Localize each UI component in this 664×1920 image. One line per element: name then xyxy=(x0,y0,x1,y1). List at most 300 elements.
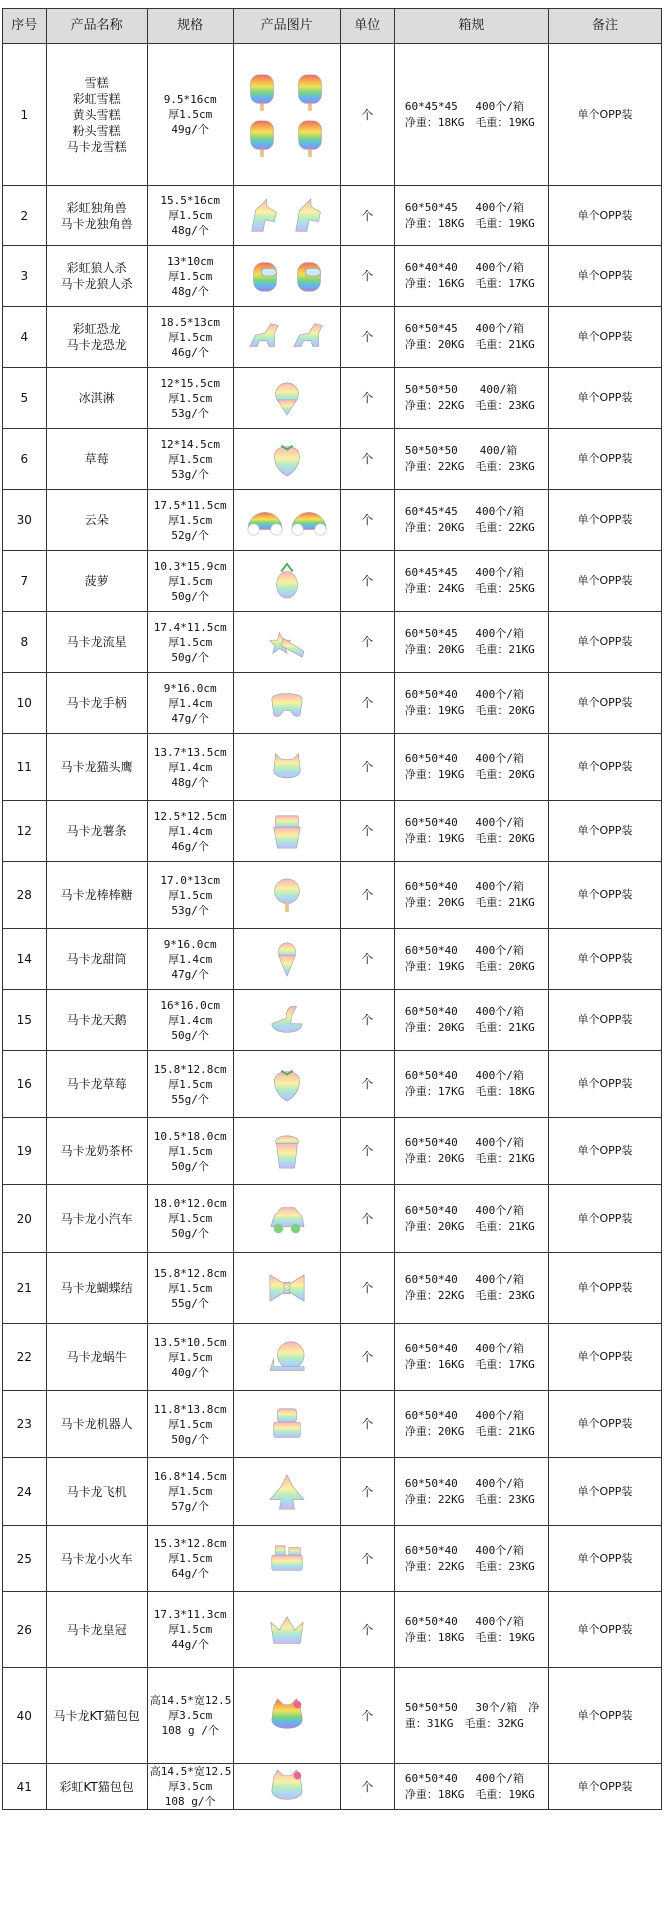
spec-line: 12*14.5cm xyxy=(160,437,220,451)
strawberry-icon xyxy=(268,1065,306,1103)
cell-unit xyxy=(340,1253,394,1324)
row-number: 26 xyxy=(16,1622,32,1637)
note-text: 单个OPP装 xyxy=(577,696,633,709)
spec-line: 高14.5*宽12.5 xyxy=(149,1765,232,1778)
box-spec-line: 60*50*40 400个/箱 xyxy=(404,1614,524,1628)
note-text: 单个OPP装 xyxy=(577,1211,633,1225)
unit-text: 个 xyxy=(361,269,374,283)
box-spec-line: 60*50*45 400个/箱 xyxy=(404,322,524,335)
product-image xyxy=(236,623,338,661)
unicorn-icon xyxy=(246,197,284,235)
product-image xyxy=(236,1611,338,1649)
cell-no xyxy=(3,551,47,612)
popsicle-icon xyxy=(291,73,329,111)
box-spec-line: 60*50*40 400个/箱 xyxy=(404,1342,524,1355)
strawberry-icon xyxy=(268,440,306,478)
spec-line: 108 g/个 xyxy=(164,1795,216,1808)
robot-icon xyxy=(268,1405,306,1443)
product-image xyxy=(236,73,338,157)
rainbow-cloud-icon xyxy=(290,501,328,539)
pineapple-icon xyxy=(268,562,306,600)
product-image xyxy=(236,1132,338,1170)
cell-no xyxy=(3,612,47,673)
cell-box xyxy=(394,1592,548,1668)
table-row xyxy=(3,368,662,429)
product-name: 黄头雪糕 xyxy=(72,107,121,122)
cell-no xyxy=(3,1253,47,1324)
spec-line: 64g/个 xyxy=(171,1567,209,1580)
cell-box xyxy=(394,368,548,429)
cell-image xyxy=(233,368,340,429)
unit-text: 个 xyxy=(361,574,374,588)
table-row xyxy=(3,1185,662,1253)
box-spec-line: 60*50*40 400个/箱 xyxy=(404,816,524,829)
box-spec-line: 净重：17KG 毛重：18KG xyxy=(404,1085,535,1098)
product-name: 彩虹恐龙 xyxy=(72,322,121,336)
cell-note xyxy=(548,1458,661,1526)
cell-unit xyxy=(340,368,394,429)
cell-box xyxy=(394,612,548,673)
unit-text: 个 xyxy=(361,1551,374,1566)
spec-line: 50g/个 xyxy=(171,1227,209,1240)
cell-image xyxy=(233,1526,340,1592)
cell-box xyxy=(394,1253,548,1324)
unicorn-icon xyxy=(290,197,328,235)
cell-box xyxy=(394,801,548,862)
spec-line: 12.5*12.5cm xyxy=(153,809,227,823)
cell-box xyxy=(394,1668,548,1764)
box-spec-line: 60*50*40 400个/箱 xyxy=(404,1409,524,1422)
rainbow-cloud-icon xyxy=(246,501,284,539)
note-text: 单个OPP装 xyxy=(577,330,633,343)
airplane-icon xyxy=(268,1473,306,1511)
train-icon xyxy=(268,1540,306,1578)
table-row xyxy=(3,929,662,990)
cell-note xyxy=(548,551,661,612)
table-row xyxy=(3,1253,662,1324)
note-text: 单个OPP装 xyxy=(577,574,633,587)
product-name: 马卡龙KT猫包包 xyxy=(53,1708,140,1723)
spec-line: 47g/个 xyxy=(171,967,209,981)
box-spec-line: 净重：22KG 毛重：23KG xyxy=(404,1492,535,1506)
table-row xyxy=(3,1526,662,1592)
table-row xyxy=(3,801,662,862)
cell-image xyxy=(233,990,340,1051)
note-text: 单个OPP装 xyxy=(577,208,633,222)
box-spec-line: 净重：22KG 毛重：23KG xyxy=(404,460,535,473)
cell-no xyxy=(3,1324,47,1391)
cell-name xyxy=(46,1526,147,1592)
note-text: 单个OPP装 xyxy=(577,952,633,965)
cell-note xyxy=(548,307,661,368)
product-name: 彩虹KT猫包包 xyxy=(59,1779,134,1794)
product-image xyxy=(236,1001,338,1039)
note-text: 单个OPP装 xyxy=(577,1417,633,1430)
spec-line: 13.7*13.5cm xyxy=(153,745,227,759)
bow-icon xyxy=(268,1269,306,1307)
box-spec-line: 净重：20KG 毛重：21KG xyxy=(404,1021,535,1034)
cell-no xyxy=(3,673,47,734)
cell-name xyxy=(46,929,147,990)
product-name: 草莓 xyxy=(84,452,109,466)
product-name: 马卡龙流星 xyxy=(66,635,127,649)
cell-name xyxy=(46,612,147,673)
cell-unit xyxy=(340,246,394,307)
box-spec-line: 60*50*40 400个/箱 xyxy=(404,688,524,701)
product-image xyxy=(236,1768,338,1806)
spec-line: 厚1.4cm xyxy=(168,824,213,838)
note-text: 单个OPP装 xyxy=(577,824,633,837)
table-header xyxy=(3,9,662,44)
spec-line: 57g/个 xyxy=(171,1500,209,1513)
spec-line: 50g/个 xyxy=(171,589,209,603)
product-image xyxy=(236,1338,338,1376)
spec-line: 108 g /个 xyxy=(161,1724,219,1737)
product-image xyxy=(236,1200,338,1238)
product-image xyxy=(236,876,338,914)
table-row xyxy=(3,490,662,551)
spec-line: 厚1.5cm xyxy=(168,1485,213,1498)
box-spec-line: 重：31KG 毛重：32KG xyxy=(404,1716,524,1730)
row-number: 5 xyxy=(20,391,29,405)
cell-note xyxy=(548,1526,661,1592)
spec-line: 40g/个 xyxy=(171,1365,209,1379)
spec-line: 高14.5*宽12.5 xyxy=(149,1694,232,1707)
unit-text: 个 xyxy=(361,696,374,710)
product-name: 马卡龙恐龙 xyxy=(66,338,127,352)
cell-no xyxy=(3,990,47,1051)
spec-line: 17.0*13cm xyxy=(160,873,220,887)
cell-unit xyxy=(340,1764,394,1810)
cell-image xyxy=(233,551,340,612)
swan-icon xyxy=(268,1001,306,1039)
cell-spec xyxy=(147,1253,233,1324)
cell-spec xyxy=(147,1458,233,1526)
lollipop-icon xyxy=(268,876,306,914)
cell-note xyxy=(548,1592,661,1668)
box-spec-line: 净重：20KG 毛重：21KG xyxy=(404,643,535,656)
cell-no xyxy=(3,734,47,801)
cell-spec xyxy=(147,1592,233,1668)
cell-image xyxy=(233,186,340,246)
cell-box xyxy=(394,186,548,246)
spec-line: 厚1.5cm xyxy=(168,269,213,283)
cell-name xyxy=(46,44,147,186)
unit-text: 个 xyxy=(361,1417,374,1431)
cell-unit xyxy=(340,1526,394,1592)
cell-unit xyxy=(340,801,394,862)
spec-line: 13*10cm xyxy=(167,254,214,268)
cell-unit xyxy=(340,1458,394,1526)
unit-text: 个 xyxy=(361,208,374,223)
cell-note xyxy=(548,929,661,990)
row-number: 21 xyxy=(16,1281,32,1295)
cell-box xyxy=(394,551,548,612)
product-image xyxy=(236,684,338,722)
cell-name xyxy=(46,429,147,490)
cell-name xyxy=(46,368,147,429)
product-image xyxy=(236,1269,338,1307)
unit-text: 个 xyxy=(361,1622,374,1637)
spec-line: 厚1.4cm xyxy=(168,952,213,966)
cell-spec xyxy=(147,1391,233,1458)
row-number: 2 xyxy=(20,208,29,223)
popsicle-icon xyxy=(291,119,329,157)
box-spec-line: 60*50*40 400个/箱 xyxy=(404,1005,524,1018)
cell-box xyxy=(394,429,548,490)
note-text: 单个OPP装 xyxy=(577,107,633,121)
cell-image xyxy=(233,1764,340,1810)
box-spec-line: 60*40*40 400个/箱 xyxy=(404,261,524,274)
popsicle-icon xyxy=(243,119,281,157)
table-row xyxy=(3,1051,662,1118)
cell-name xyxy=(46,673,147,734)
row-number: 12 xyxy=(16,824,32,838)
unit-text: 个 xyxy=(361,1350,374,1364)
row-number: 25 xyxy=(16,1551,32,1566)
box-spec-line: 净重：20KG 毛重：21KG xyxy=(404,1425,535,1438)
crewmate-icon xyxy=(290,257,328,295)
cell-note xyxy=(548,1185,661,1253)
cell-no xyxy=(3,44,47,186)
cell-no xyxy=(3,368,47,429)
row-number: 15 xyxy=(16,1013,32,1027)
note-text: 单个OPP装 xyxy=(577,1484,633,1498)
cell-name xyxy=(46,801,147,862)
spec-line: 厚3.5cm xyxy=(168,1780,213,1793)
cell-spec xyxy=(147,368,233,429)
spec-line: 厚1.5cm xyxy=(168,209,213,222)
note-text: 单个OPP装 xyxy=(577,513,633,526)
cell-box xyxy=(394,1526,548,1592)
spec-line: 53g/个 xyxy=(171,467,209,481)
spec-line: 厚1.4cm xyxy=(168,696,213,710)
cell-name xyxy=(46,862,147,929)
unit-text: 个 xyxy=(361,107,374,122)
product-image xyxy=(236,318,338,356)
table-row xyxy=(3,862,662,929)
table-row xyxy=(3,1592,662,1668)
note-text: 单个OPP装 xyxy=(577,1013,633,1026)
product-name: 马卡龙机器人 xyxy=(60,1417,133,1431)
cell-unit xyxy=(340,1324,394,1391)
spec-line: 厚1.5cm xyxy=(168,888,213,902)
table-row xyxy=(3,673,662,734)
cell-spec xyxy=(147,734,233,801)
cell-note xyxy=(548,429,661,490)
cell-name xyxy=(46,186,147,246)
box-spec-line: 净重：22KG 毛重：23KG xyxy=(404,1289,535,1302)
product-image xyxy=(236,940,338,978)
ice-cream-icon xyxy=(268,379,306,417)
cell-name xyxy=(46,1118,147,1185)
spec-line: 18.0*12.0cm xyxy=(153,1197,227,1210)
cell-image xyxy=(233,246,340,307)
spec-line: 9*16.0cm xyxy=(163,681,217,695)
cell-image xyxy=(233,1458,340,1526)
cell-box xyxy=(394,734,548,801)
cell-no xyxy=(3,186,47,246)
product-name: 雪糕 xyxy=(84,75,109,90)
spec-line: 厚1.5cm xyxy=(168,1350,213,1364)
cell-box xyxy=(394,1051,548,1118)
cell-image xyxy=(233,673,340,734)
cell-spec xyxy=(147,1051,233,1118)
product-image xyxy=(236,501,338,539)
box-spec-line: 60*50*45 400个/箱 xyxy=(404,200,524,214)
car-icon xyxy=(268,1200,306,1238)
header-unit: 单位 xyxy=(340,9,394,44)
box-spec-line: 60*50*40 400个/箱 xyxy=(404,1543,524,1557)
row-number: 41 xyxy=(16,1779,32,1794)
product-image xyxy=(236,440,338,478)
kitty-bag-icon xyxy=(268,1697,306,1735)
header-name: 产品名称 xyxy=(46,9,147,44)
cell-note xyxy=(548,734,661,801)
spec-line: 48g/个 xyxy=(171,775,209,789)
cell-unit xyxy=(340,734,394,801)
spec-line: 17.5*11.5cm xyxy=(153,498,227,512)
cell-unit xyxy=(340,44,394,186)
cell-no xyxy=(3,1458,47,1526)
cell-spec xyxy=(147,44,233,186)
cell-box xyxy=(394,246,548,307)
cell-image xyxy=(233,490,340,551)
cell-box xyxy=(394,1764,548,1810)
box-spec-line: 净重：19KG 毛重：20KG xyxy=(404,768,535,781)
cell-note xyxy=(548,246,661,307)
cell-spec xyxy=(147,1324,233,1391)
shooting-star-icon xyxy=(268,623,306,661)
cell-no xyxy=(3,1668,47,1764)
table-row xyxy=(3,990,662,1051)
row-number: 22 xyxy=(16,1350,32,1364)
row-number: 8 xyxy=(20,635,29,649)
table-row xyxy=(3,734,662,801)
row-number: 28 xyxy=(16,888,32,902)
unit-text: 个 xyxy=(361,760,374,774)
product-name: 菠萝 xyxy=(84,574,109,588)
cell-box xyxy=(394,862,548,929)
cell-unit xyxy=(340,1051,394,1118)
cell-box xyxy=(394,1185,548,1253)
box-spec-line: 净重：18KG 毛重：19KG xyxy=(404,1630,535,1644)
cell-name xyxy=(46,1051,147,1118)
cell-image xyxy=(233,612,340,673)
product-image xyxy=(236,1697,338,1735)
cell-no xyxy=(3,1118,47,1185)
spec-line: 44g/个 xyxy=(171,1638,209,1651)
cell-unit xyxy=(340,1185,394,1253)
cell-spec xyxy=(147,1185,233,1253)
box-spec-line: 净重：22KG 毛重：23KG xyxy=(404,399,535,412)
cell-note xyxy=(548,612,661,673)
french-fries-icon xyxy=(268,812,306,850)
cell-name xyxy=(46,990,147,1051)
unit-text: 个 xyxy=(361,1779,374,1794)
cell-spec xyxy=(147,990,233,1051)
spec-line: 10.5*18.0cm xyxy=(153,1129,227,1143)
cell-unit xyxy=(340,612,394,673)
spec-line: 48g/个 xyxy=(171,284,209,298)
cell-box xyxy=(394,1118,548,1185)
cell-unit xyxy=(340,1118,394,1185)
cell-image xyxy=(233,44,340,186)
product-image xyxy=(236,1473,338,1511)
cell-no xyxy=(3,1592,47,1668)
row-number: 40 xyxy=(16,1708,32,1723)
cell-image xyxy=(233,801,340,862)
box-spec-line: 净重：24KG 毛重：25KG xyxy=(404,582,535,595)
cell-unit xyxy=(340,307,394,368)
box-spec-line: 净重：19KG 毛重：20KG xyxy=(404,832,535,845)
cell-image xyxy=(233,1668,340,1764)
cell-no xyxy=(3,429,47,490)
cell-unit xyxy=(340,1391,394,1458)
product-name: 马卡龙甜筒 xyxy=(66,952,127,966)
table-row xyxy=(3,429,662,490)
row-number: 10 xyxy=(16,696,32,710)
spec-line: 50g/个 xyxy=(171,650,209,664)
note-text: 单个OPP装 xyxy=(577,391,633,404)
row-number: 19 xyxy=(16,1144,32,1158)
cell-name xyxy=(46,307,147,368)
cell-spec xyxy=(147,490,233,551)
product-name: 马卡龙棒棒糖 xyxy=(60,888,133,902)
cell-unit xyxy=(340,1592,394,1668)
note-text: 单个OPP装 xyxy=(577,1551,633,1565)
box-spec-line: 60*50*45 400个/箱 xyxy=(404,627,524,640)
cell-spec xyxy=(147,246,233,307)
cell-image xyxy=(233,307,340,368)
cell-no xyxy=(3,1051,47,1118)
cell-note xyxy=(548,1391,661,1458)
product-image xyxy=(236,257,338,295)
product-name: 马卡龙小汽车 xyxy=(60,1211,133,1226)
note-text: 单个OPP装 xyxy=(577,1077,633,1090)
note-text: 单个OPP装 xyxy=(577,635,633,648)
cell-note xyxy=(548,1324,661,1391)
product-image xyxy=(236,1065,338,1103)
spec-line: 15.8*12.8cm xyxy=(153,1266,227,1280)
unit-text: 个 xyxy=(361,888,374,902)
unit-text: 个 xyxy=(361,952,374,966)
cell-note xyxy=(548,44,661,186)
product-image xyxy=(236,379,338,417)
header-no: 序号 xyxy=(3,9,47,44)
header-note: 备注 xyxy=(548,9,661,44)
unit-text: 个 xyxy=(361,391,374,405)
header-spec: 规格 xyxy=(147,9,233,44)
product-name: 云朵 xyxy=(84,513,109,527)
table-row xyxy=(3,612,662,673)
unit-text: 个 xyxy=(361,1281,374,1295)
cell-spec xyxy=(147,862,233,929)
cell-unit xyxy=(340,429,394,490)
product-name: 马卡龙天鹅 xyxy=(66,1013,127,1027)
spec-line: 46g/个 xyxy=(171,345,209,359)
cell-note xyxy=(548,801,661,862)
cell-box xyxy=(394,44,548,186)
cell-unit xyxy=(340,186,394,246)
box-spec-line: 60*45*45 400个/箱 xyxy=(404,505,524,518)
box-spec-line: 净重：20KG 毛重：21KG xyxy=(404,338,535,351)
table-row xyxy=(3,1668,662,1764)
unit-text: 个 xyxy=(361,1708,374,1723)
box-spec-line: 净重：16KG 毛重：17KG xyxy=(404,277,535,290)
table-row xyxy=(3,1764,662,1810)
spec-line: 厚1.5cm xyxy=(168,1623,213,1636)
